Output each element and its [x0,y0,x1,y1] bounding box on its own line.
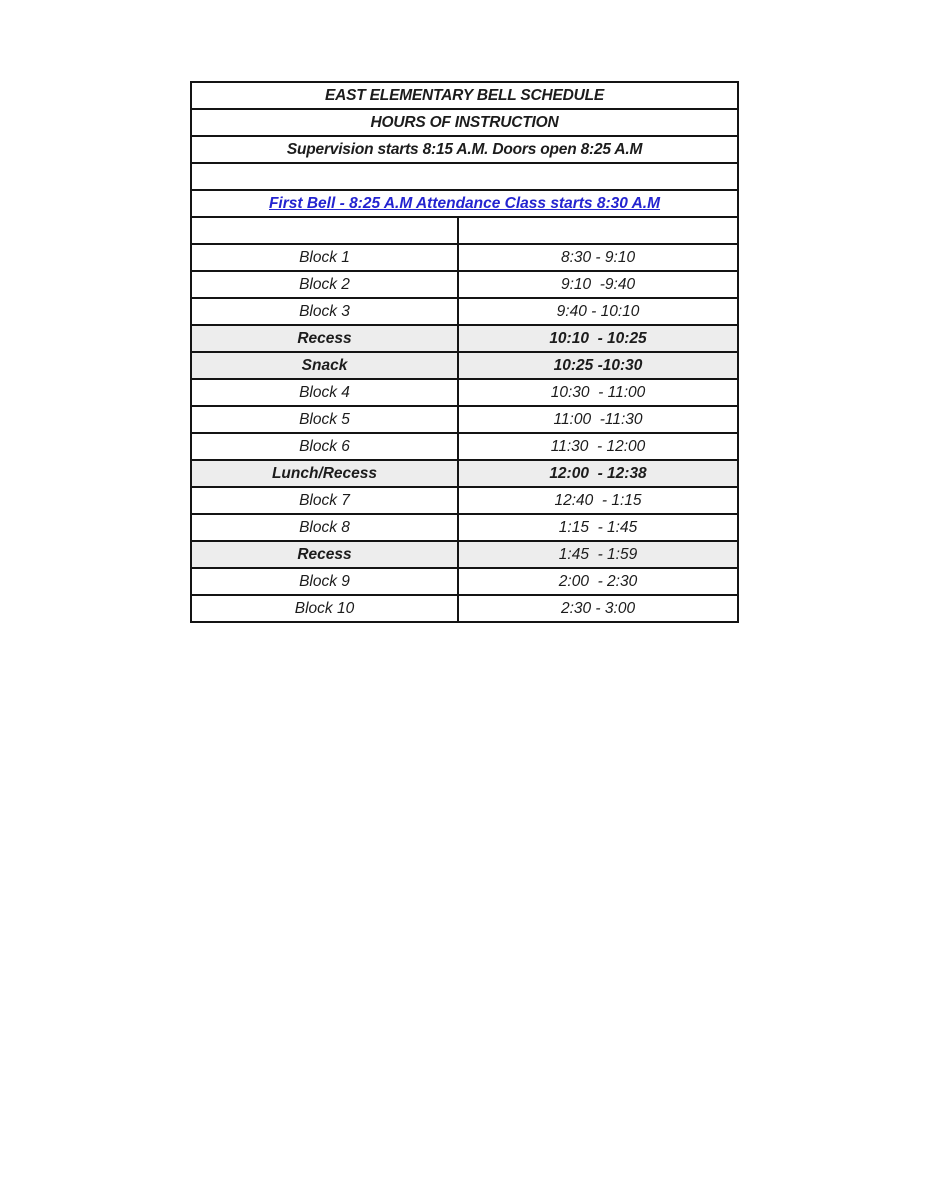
period-label-cell: Block 4 [191,379,458,406]
period-time-cell: 9:10 -9:40 [458,271,738,298]
supervision-note: Supervision starts 8:15 A.M. Doors open 8:25 A.M [191,136,738,163]
schedule-row [191,298,738,325]
period-label-cell: Block 2 [191,271,458,298]
schedule-row [191,568,738,595]
period-label-cell: Lunch/Recess [191,460,458,487]
period-time-cell: 10:10 - 10:25 [458,325,738,352]
period-label-cell: Block 1 [191,244,458,271]
period-label-cell: Block 8 [191,514,458,541]
period-time-cell: 11:30 - 12:00 [458,433,738,460]
schedule-row [191,487,738,514]
period-time-cell: 1:45 - 1:59 [458,541,738,568]
first-bell-link[interactable]: First Bell - 8:25 A.M Attendance Class starts 8:30 A.M [191,190,738,217]
spacer-cell [191,163,738,190]
schedule-row [191,217,738,244]
page-title: EAST ELEMENTARY BELL SCHEDULE [191,82,738,109]
period-label-cell [191,217,458,244]
schedule-row [191,379,738,406]
period-time-cell: 1:15 - 1:45 [458,514,738,541]
schedule-row [191,433,738,460]
page-subtitle: HOURS OF INSTRUCTION [191,109,738,136]
schedule-row [191,244,738,271]
title-row [191,82,738,109]
period-time-cell [458,217,738,244]
period-label-cell: Recess [191,541,458,568]
period-label-cell: Block 7 [191,487,458,514]
period-time-cell: 2:30 - 3:00 [458,595,738,622]
period-time-cell: 10:30 - 11:00 [458,379,738,406]
period-label-cell: Block 6 [191,433,458,460]
schedule-row [191,514,738,541]
schedule-row [191,595,738,622]
period-time-cell: 2:00 - 2:30 [458,568,738,595]
schedule-row [191,271,738,298]
spacer-row [191,163,738,190]
period-label-cell: Block 3 [191,298,458,325]
period-label-cell: Block 5 [191,406,458,433]
bell-schedule-table [190,81,739,623]
period-time-cell: 8:30 - 9:10 [458,244,738,271]
schedule-row-lunch-recess [191,460,738,487]
period-label-cell: Recess [191,325,458,352]
period-label-cell: Block 9 [191,568,458,595]
period-time-cell: 10:25 -10:30 [458,352,738,379]
period-time-cell: 12:40 - 1:15 [458,487,738,514]
period-time-cell: 12:00 - 12:38 [458,460,738,487]
supervision-row [191,136,738,163]
schedule-row-recess-pm [191,541,738,568]
subtitle-row [191,109,738,136]
period-time-cell: 11:00 -11:30 [458,406,738,433]
period-time-cell: 9:40 - 10:10 [458,298,738,325]
period-label-cell: Snack [191,352,458,379]
schedule-row-snack [191,352,738,379]
schedule-row-recess [191,325,738,352]
period-label-cell: Block 10 [191,595,458,622]
first-bell-row [191,190,738,217]
schedule-row [191,406,738,433]
